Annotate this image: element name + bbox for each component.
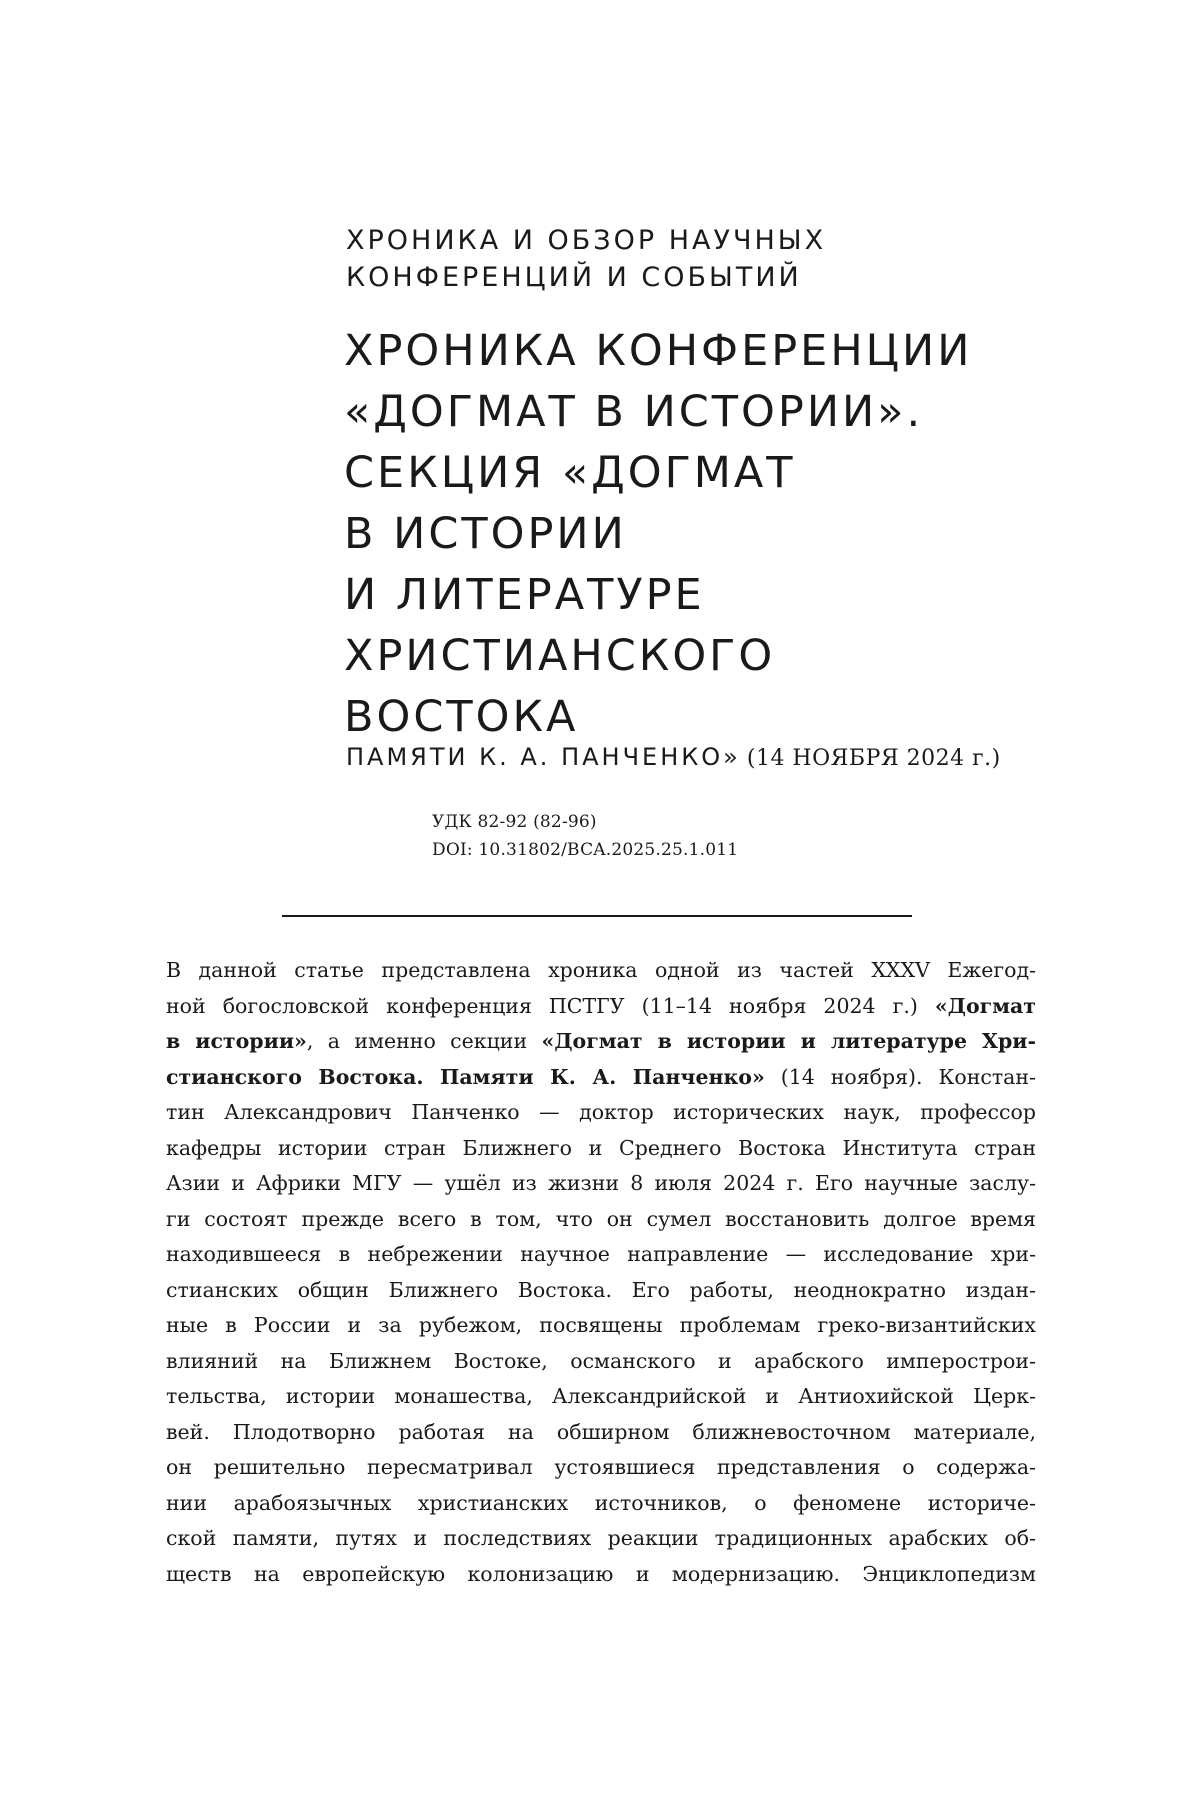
subtitle-date: (14 НОЯБРЯ 2024 г.) [746, 746, 1001, 771]
abstract-line: Азии и Африки МГУ — ушёл из жизни 8 июля 2024 г. Его научные заслу- [166, 1171, 1036, 1195]
section-label [346, 222, 1066, 296]
abstract-line: стианских общин Ближнего Востока. Его работы, неоднократно издан- [166, 1277, 1036, 1302]
title-line-5: И ЛИТЕРАТУРЕ [344, 570, 705, 620]
divider-rule [282, 915, 912, 917]
abstract-line: влияний на Ближнем Востоке, османского и арабского имперострои- [166, 1348, 1036, 1373]
abstract-line: нии арабоязычных христианских источников, о феномене историче- [166, 1490, 1036, 1515]
abstract-line: ги состоят прежде всего в том, что он сумел восстановить долгое время [166, 1206, 1036, 1231]
title-line-2: «ДОГМАТ В ИСТОРИИ». [344, 387, 924, 437]
section-label-line-2: КОНФЕРЕНЦИЙ И СОБЫТИЙ [346, 262, 802, 293]
section-label-line-1: ХРОНИКА И ОБЗОР НАУЧНЫХ [346, 225, 827, 256]
abstract-line: ществ на европейскую колонизацию и модернизацию. Энциклопедизм [166, 1561, 1036, 1586]
abstract-line: ные в России и за рубежом, посвящены проблемам греко-византийских [166, 1313, 1036, 1337]
abstract-text [166, 953, 1036, 1592]
abstract-line: находившееся в небрежении научное направление — исследование хри- [166, 1242, 1036, 1266]
abstract-line: тин Александрович Панченко — доктор исторических наук, профессор [166, 1100, 1036, 1124]
article-subtitle [346, 742, 1106, 774]
abstract-line: в истории», а именно секции «Догмат в истории и литературе Хри- [166, 1029, 1037, 1053]
title-line-1: ХРОНИКА КОНФЕРЕНЦИИ [344, 326, 973, 376]
title-line-7: ВОСТОКА [344, 692, 579, 742]
abstract-line: ской памяти, путях и последствиях реакции традиционных арабских об- [166, 1526, 1036, 1550]
abstract-line: ной богословской конференция ПСТГУ (11–14 ноября 2024 г.) «Догмат [166, 993, 1036, 1018]
abstract-line: он решительно пересматривал устоявшиеся представления о содержа- [166, 1455, 1036, 1479]
subtitle-dedication: ПАМЯТИ К. А. ПАНЧЕНКО» [346, 743, 741, 771]
udc-code: УДК 82-92 (82-96) [432, 812, 597, 832]
doi-code: DOI: 10.31802/BCA.2025.25.1.011 [432, 840, 739, 860]
abstract-line: кафедры истории стран Ближнего и Среднего Востока Института стран [166, 1135, 1036, 1160]
title-line-3: СЕКЦИЯ «ДОГМАТ [344, 448, 796, 498]
classification-block [432, 808, 738, 864]
abstract-line: стианского Востока. Памяти К. А. Панченко» (14 ноября). Констан- [166, 1064, 1036, 1089]
abstract-line: В данной статье представлена хроника одной из частей XXXV Ежегод- [166, 958, 1036, 982]
title-line-4: В ИСТОРИИ [344, 509, 627, 559]
abstract-line: вей. Плодотворно работая на обширном ближневосточном материале, [166, 1419, 1036, 1444]
abstract-line: тельства, истории монашества, Александрийской и Антиохийской Церк- [166, 1384, 1036, 1408]
title-line-6: ХРИСТИАНСКОГО [344, 631, 776, 681]
article-title [344, 321, 1124, 748]
